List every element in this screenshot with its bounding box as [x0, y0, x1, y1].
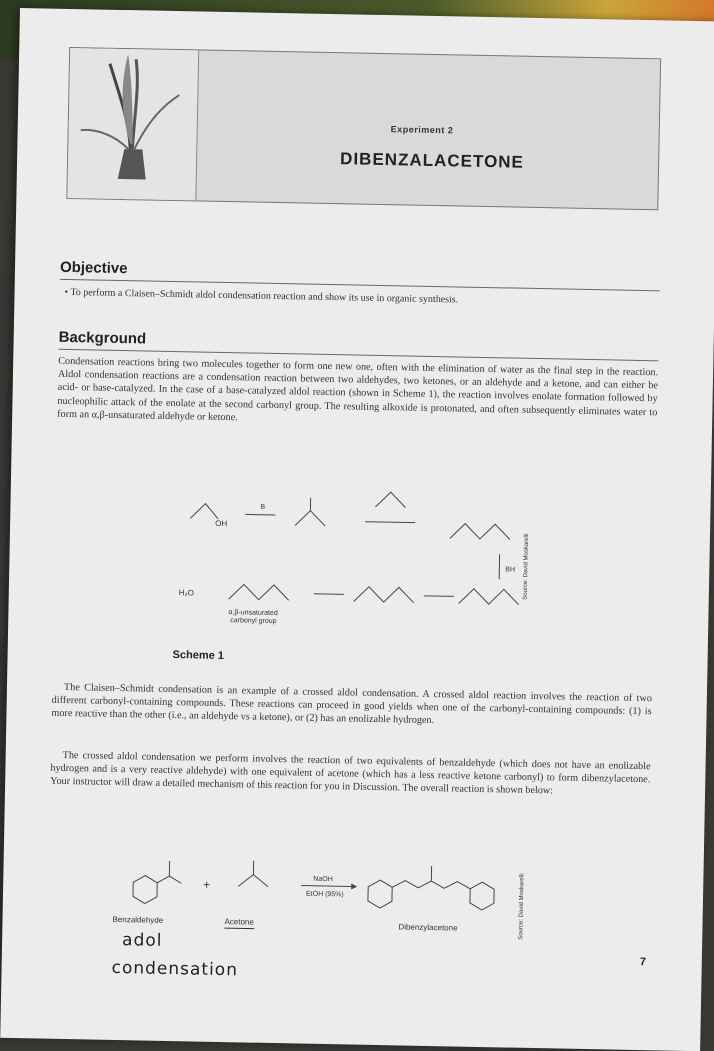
experiment-header — [66, 47, 661, 210]
scheme-arrow-1 — [245, 514, 275, 515]
reaction-arrow — [301, 886, 351, 887]
overall-reaction-diagram — [102, 842, 564, 951]
scheme-1-diagram — [148, 473, 551, 631]
experiment-label: Experiment 2 — [391, 124, 454, 135]
objective-heading: Objective — [60, 259, 128, 277]
product-ring-right — [470, 882, 495, 910]
scheme-water: H₂O — [179, 588, 194, 597]
acetone-structure — [238, 874, 268, 887]
reaction-source: Source: David Moskarelli — [518, 873, 525, 939]
background-paragraph-1: Condensation reactions bring two molecules together to form one new one, often with the elimination of water as the final step in the reaction. Aldol condensation reactions are a condensation reaction between two aldehydes, two ketones, or an aldehyde and a ketone, and can either be acid- or base-catalyzed. In the case of a base-catalyzed aldol reaction (shown in Scheme 1), the reaction involves enolate formation followed by nucleophilic attack of the enolate at the second carbonyl group. The resulting alkoxide is protonated, and often subsequently eliminates water to form an α,β-unsaturated aldehyde or ketone. — [57, 355, 658, 433]
handwritten-note-1: adol — [122, 930, 163, 951]
label-product: Dibenzylacetone — [398, 922, 458, 932]
product-chain — [392, 880, 470, 888]
page-number: 7 — [640, 956, 646, 968]
conditions-etoh: EtOH (95%) — [306, 891, 344, 899]
page-title: DIBENZALACETONE — [340, 149, 524, 173]
scheme-arrow-2 — [365, 522, 415, 523]
objective-bullet: • To perform a Claisen–Schmidt aldol condensation reaction and show its use in organic synthesis. — [64, 287, 654, 309]
objective-text: To perform a Claisen–Schmidt aldol condensation reaction and show its use in organic synthesis. — [70, 287, 458, 305]
label-benzaldehyde: Benzaldehyde — [112, 915, 163, 925]
product-ring-left — [368, 880, 393, 908]
scheme-source: Source: David Moskarelli — [523, 533, 530, 599]
background-paragraph-3: The crossed aldol condensation we perform involves the reaction of two equivalents of benzaldehyde (which does not have an enolizable hydrogen and is a very reactive aldehyde) with one equivalent of acetone (which has a less reactive ketone carbonyl) to form dibenzylacetone. Your instructor will draw a detailed mechanism of this reaction for you in Discussion. The overall reaction is shown below: — [50, 749, 651, 800]
benzaldehyde-ring — [133, 875, 158, 903]
label-acetone: Acetone — [224, 917, 254, 927]
background-paragraph-2: The Claisen–Schmidt condensation is an example of a crossed aldol condensation. A crossed aldol reaction involves the reaction of two different carbonyl-containing compounds. These reactions can proceed in good yields when one of the carbonyl-containing compounds: (1) is more reactive than the other (i.e., an aldehyde vs a ketone), or (2) has an enolizable hydrogen. — [51, 681, 652, 732]
plant-illustration — [67, 48, 199, 200]
textbook-page — [0, 8, 714, 1051]
scheme-bh: BH — [505, 566, 515, 573]
scheme-unsat-2: carbonyl group — [230, 617, 277, 625]
scheme-base: B — [260, 504, 265, 511]
scheme-unsat-1: α,β-unsaturated — [228, 609, 278, 617]
scheme-oh: OH — [215, 519, 227, 528]
svg-text:+: + — [203, 878, 210, 892]
handwritten-note-2: condensation — [111, 958, 238, 980]
conditions-naoh: NaOH — [313, 876, 333, 883]
background-heading: Background — [59, 329, 147, 348]
scheme-label: Scheme 1 — [172, 649, 224, 662]
